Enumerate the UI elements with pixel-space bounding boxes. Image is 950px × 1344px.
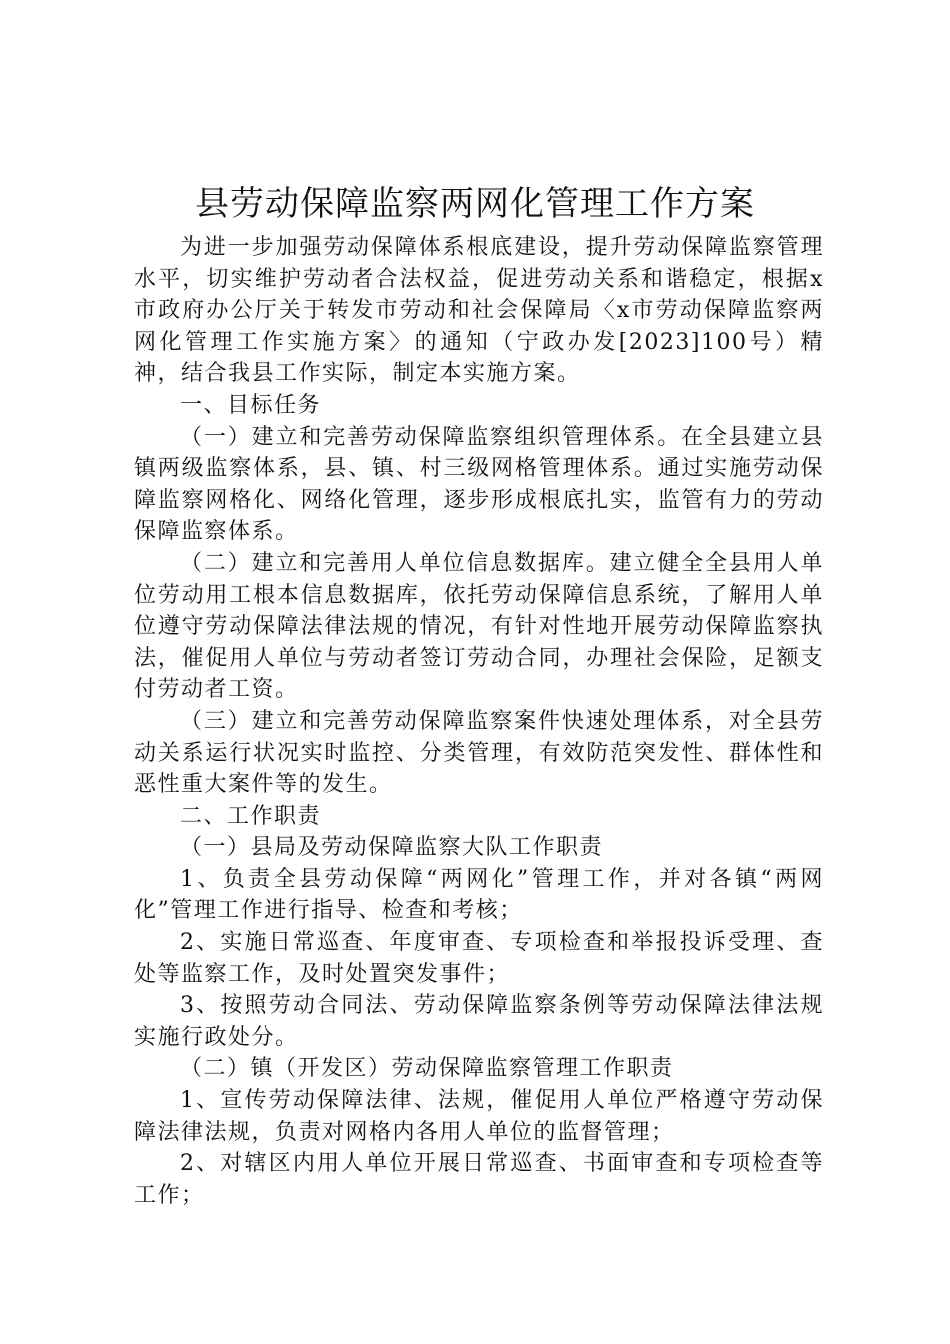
list-item-town-2: 2、对辖区内用人单位开展日常巡查、书面审查和专项检查等工作；	[134, 1151, 824, 1208]
paragraph-goal-2: （二）建立和完善用人单位信息数据库。建立健全全县用人单位劳动用工根本信息数据库，依托劳动保障信息系统，了解用人单位遵守劳动保障法律法规的情况，有针对性地开展劳动保障监察执法，催促用人单位与劳动者签订劳动合同，办理社会保险，足额支付劳动者工资。	[134, 550, 824, 703]
subsection-heading-town: （二）镇（开发区）劳动保障监察管理工作职责	[180, 1056, 674, 1082]
section-heading-duties: 二、工作职责	[180, 803, 322, 829]
list-item-town-1: 1、宣传劳动保障法律、法规，催促用人单位严格遵守劳动保障法律法规，负责对网格内各用人单位的监督管理；	[134, 1088, 824, 1145]
list-item-county-3: 3、按照劳动合同法、劳动保障监察条例等劳动保障法律法规实施行政处分。	[134, 993, 824, 1050]
section-heading-goals: 一、目标任务	[180, 392, 322, 418]
paragraph-goal-1: （一）建立和完善劳动保障监察组织管理体系。在全县建立县镇两级监察体系，县、镇、村三级网格管理体系。通过实施劳动保障监察网格化、网络化管理，逐步形成根底扎实，监管有力的劳动保障监察体系。	[134, 424, 824, 545]
list-item-county-2: 2、实施日常巡查、年度审查、专项检查和举报投诉受理、查处等监察工作，及时处置突发事件；	[134, 930, 824, 987]
document-title: 县劳动保障监察两网化管理工作方案	[195, 184, 755, 224]
document-body	[134, 232, 824, 1211]
paragraph-intro: 为进一步加强劳动保障体系根底建设，提升劳动保障监察管理水平，切实维护劳动者合法权益，促进劳动关系和谐稳定，根据x市政府办公厅关于转发市劳动和社会保障局〈x市劳动保障监察两网化管理工作实施方案〉的通知（宁政办发[2023]100号）精神，结合我县工作实际，制定本实施方案。	[134, 235, 824, 387]
paragraph-goal-3: （三）建立和完善劳动保障监察案件快速处理体系，对全县劳动关系运行状况实时监控、分类管理，有效防范突发性、群体性和恶性重大案件等的发生。	[134, 708, 824, 798]
list-item-county-1: 1、负责全县劳动保障“两网化”管理工作，并对各镇“两网化”管理工作进行指导、检查和考核；	[134, 866, 824, 924]
subsection-heading-county: （一）县局及劳动保障监察大队工作职责	[180, 835, 604, 861]
